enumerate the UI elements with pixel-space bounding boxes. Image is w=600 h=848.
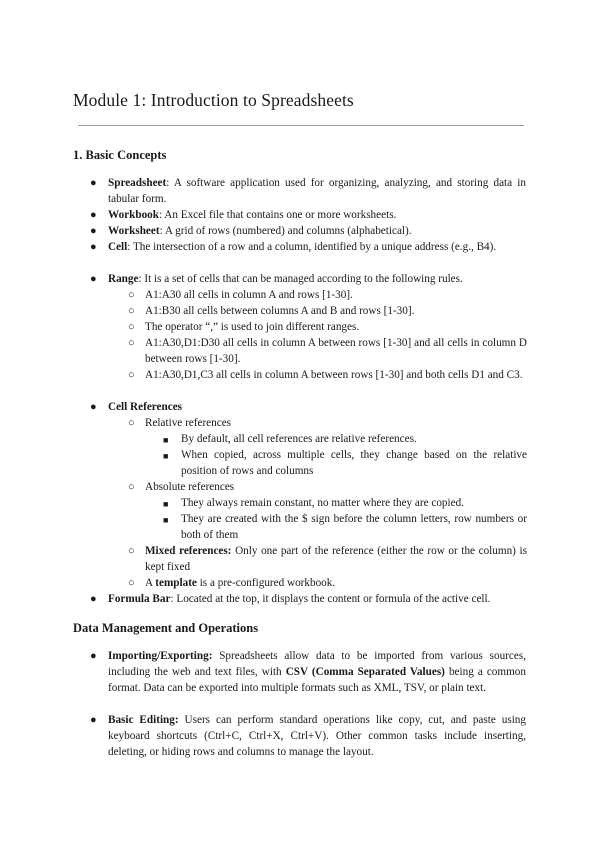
range-rule-text: A1:A30,D1:D30 all cells in column A between rows [1-30] and all cells in column D between rows [1-30]. xyxy=(145,337,527,365)
bullet-icon: ● xyxy=(90,714,97,726)
square-bullet-icon: ■ xyxy=(163,499,169,509)
bullet-icon: ● xyxy=(90,241,97,253)
list-item-text: Spreadsheet: A software application used for organizing, analyzing, and storing data in tabular form. xyxy=(108,177,526,205)
page-title: Module 1: Introduction to Spreadsheets xyxy=(73,90,354,110)
range-rule-text: A1:B30 all cells between columns A and B and rows [1-30]. xyxy=(145,305,415,317)
square-bullet-icon: ■ xyxy=(163,515,169,525)
hollow-bullet-icon: ○ xyxy=(128,577,135,589)
sub-item-text: A template is a pre-configured workbook. xyxy=(145,577,336,589)
hollow-bullet-icon: ○ xyxy=(128,305,135,317)
list-item-text: Range: It is a set of cells that can be managed according to the following rules. xyxy=(108,273,463,285)
bullet-icon: ● xyxy=(90,401,97,413)
hollow-bullet-icon: ○ xyxy=(128,369,135,381)
list-item-text: Basic Editing: Users can perform standard operations like copy, cut, and paste using keyboard shortcuts (Ctrl+C, Ctrl+X, Ctrl+V). Other common tasks include inserting, deleting, or hiding rows and columns to manage the layout. xyxy=(108,714,526,758)
bullet-icon: ● xyxy=(90,177,97,189)
bullet-icon: ● xyxy=(90,209,97,221)
bullet-icon: ● xyxy=(90,273,97,285)
title-divider xyxy=(78,125,524,126)
hollow-bullet-icon: ○ xyxy=(128,337,135,349)
bullet-icon: ● xyxy=(90,225,97,237)
sub-sub-item-text: They are created with the $ sign before the column letters, row numbers or both of them xyxy=(181,513,527,541)
sub-item-label: Relative references xyxy=(145,417,232,429)
square-bullet-icon: ■ xyxy=(163,451,169,461)
hollow-bullet-icon: ○ xyxy=(128,417,135,429)
section-heading-data-management: Data Management and Operations xyxy=(73,621,259,635)
hollow-bullet-icon: ○ xyxy=(128,289,135,301)
list-item-text: Cell: The intersection of a row and a column, identified by a unique address (e.g., B4). xyxy=(108,241,497,253)
range-rule-text: A1:A30 all cells in column A and rows [1-30]. xyxy=(145,289,353,301)
sub-sub-item-text: By default, all cell references are relative references. xyxy=(181,433,417,445)
list-item-text: Formula Bar: Located at the top, it displays the content or formula of the active cell. xyxy=(108,593,491,605)
section-heading-basic-concepts: 1. Basic Concepts xyxy=(73,148,167,162)
list-item-text: Worksheet: A grid of rows (numbered) and columns (alphabetical). xyxy=(108,225,412,237)
square-bullet-icon: ■ xyxy=(163,435,169,445)
sub-item-text: Mixed references: Only one part of the reference (either the row or the column) is kept fixed xyxy=(145,545,527,573)
list-item-text: Workbook: An Excel file that contains one or more worksheets. xyxy=(108,209,397,221)
hollow-bullet-icon: ○ xyxy=(128,545,135,557)
hollow-bullet-icon: ○ xyxy=(128,321,135,333)
list-item-text: Importing/Exporting: Spreadsheets allow data to be imported from various sources, including the web and text files, with CSV (Comma Separated Values) being a common format. Data can be exported into multiple formats such as XML, TSV, or plain text. xyxy=(108,650,526,694)
range-rule-text: The operator “,” is used to join different ranges. xyxy=(145,321,360,333)
list-item-text: Cell References xyxy=(108,401,183,413)
sub-item-label: Absolute references xyxy=(145,481,235,493)
hollow-bullet-icon: ○ xyxy=(128,481,135,493)
bullet-icon: ● xyxy=(90,593,97,605)
bullet-icon: ● xyxy=(90,650,97,662)
range-rule-text: A1:A30,D1,C3 all cells in column A between rows [1-30] and both cells D1 and C3. xyxy=(145,369,523,381)
sub-sub-item-text: When copied, across multiple cells, they change based on the relative position of rows and columns xyxy=(181,449,527,477)
sub-sub-item-text: They always remain constant, no matter where they are copied. xyxy=(181,497,464,509)
